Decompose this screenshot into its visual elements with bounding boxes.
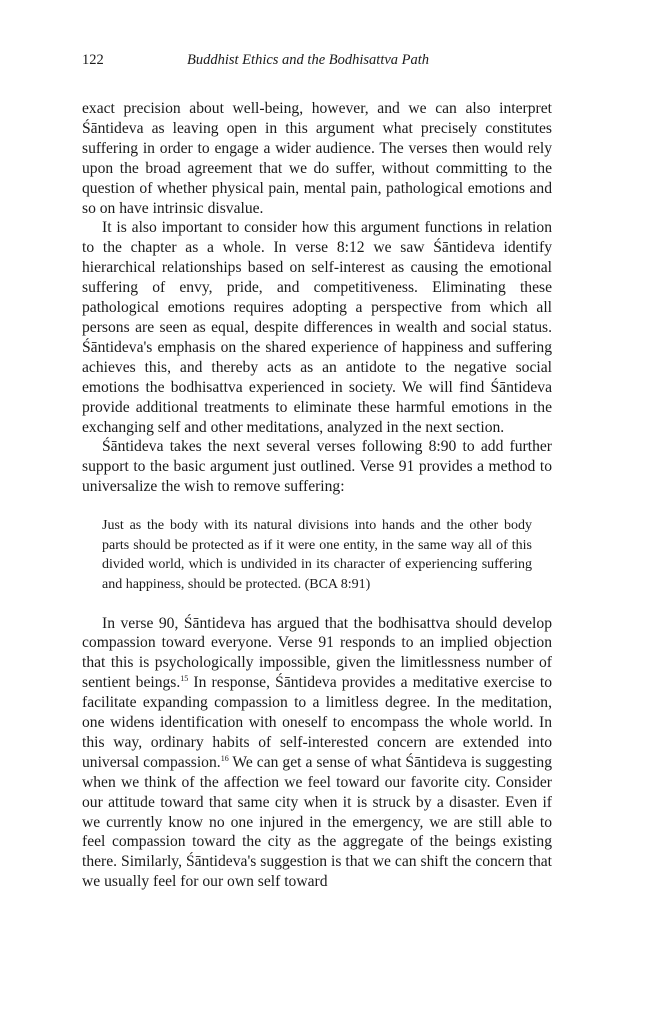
paragraph-4-part-2: In response, Śāntideva provides a meditative exercise to facilitate expanding compassion to a limitless degree. In the meditation, one widens identification with oneself to encompass the whole world. In this way, ordinary habits of self-interested concern are extended into universal compassion. — [82, 674, 552, 771]
paragraph-4-part-3: We can get a sense of what Śāntideva is suggesting when we think of the affection we feel toward our favorite city. Consider our attitude toward that same city when it is struck by a disaster. Even if we currently know no one injured in the emergency, we are still able to feel compassion toward the city as the aggregate of the beings existing there. Similarly, Śāntideva's suggestion is that we can shift the concern that we usually feel for our own self toward — [82, 753, 552, 891]
paragraph-3: Śāntideva takes the next several verses following 8:90 to add further support to the basic argument just outlined. Verse 91 provides a method to universalize the wish to remove suffering: — [82, 438, 552, 496]
footnote-ref-16[interactable]: 16 — [220, 753, 229, 763]
footnote-ref-15[interactable]: 15 — [180, 674, 189, 684]
running-title: Buddhist Ethics and the Bodhisattva Path — [187, 52, 430, 68]
paragraph-1: exact precision about well-being, however, and we can also interpret Śāntideva as leaving open in this argument what precisely constitutes suffering in order to engage a wider audience. The verses then would rely upon the broad agreement that we do suffer, without committing to the question of whether physical pain, mental pain, pathological emotions and so on have intrinsic disvalue. — [82, 100, 552, 217]
block-quote-citation: (BCA 8:91) — [304, 576, 371, 592]
body-text — [82, 99, 552, 892]
page-header — [82, 52, 552, 72]
page-number: 122 — [82, 52, 104, 68]
paragraph-4-part-1: In verse 90, Śāntideva has argued that the bodhisattva should develop compassion toward everyone. Verse 91 responds to an implied objection that this is psychologically impossible, given the limitlessness number of sentient beings. — [82, 614, 552, 692]
block-quote-text: Just as the body with its natural divisions into hands and the other body parts should be protected as if it were one entity, in the same way all of this divided world, which is undivided in its character of experiencing suffering and happiness, should be protected. — [102, 518, 532, 592]
paragraph-4 — [82, 614, 552, 893]
paragraph-2: It is also important to consider how this argument functions in relation to the chapter as a whole. In verse 8:12 we saw Śāntideva identify hierarchical relationships based on self-interest as causing the emotional suffering of envy, pride, and competitiveness. Eliminating these pathological emotions requires adopting a perspective from which all persons are seen as equal, despite differences in wealth and social status. Śāntideva's emphasis on the shared experience of happiness and suffering achieves this, and thereby acts as an antidote to the negative social emotions the bodhisattva experienced in society. We will find Śāntideva provide additional treatments to eliminate these harmful emotions in the exchanging self and other meditations, analyzed in the next section. — [82, 219, 552, 436]
block-quote — [102, 516, 532, 594]
